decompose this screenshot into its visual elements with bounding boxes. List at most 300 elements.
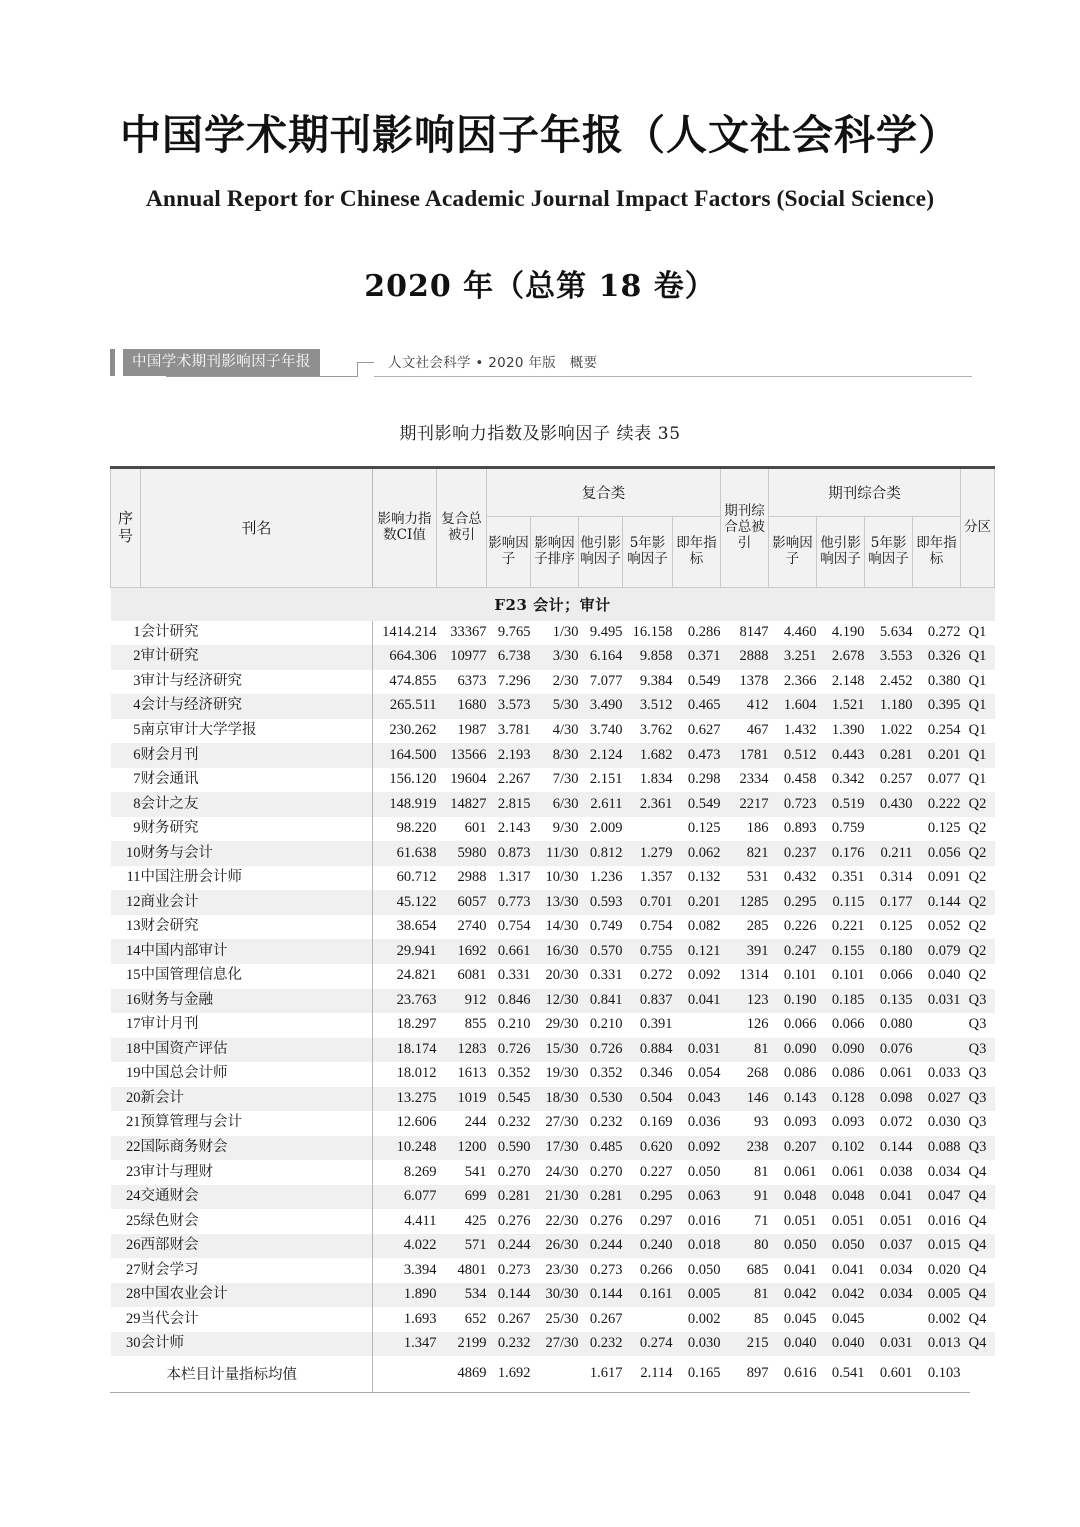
cell-cif: 0.210 (497, 1016, 531, 1033)
cell-q: Q2 (968, 820, 987, 837)
cell-q: Q1 (968, 721, 987, 738)
cell-name: 会计研究 (141, 621, 373, 646)
header-j-other-cite-if: 他引影响因子 (817, 516, 865, 587)
cell-jimm: 0.016 (927, 1212, 961, 1229)
cell-crank: 12/30 (531, 989, 579, 1014)
cell-coif: 0.232 (589, 1114, 623, 1131)
cell-joif: 0.519 (817, 792, 865, 817)
cell-jimm: 0.201 (913, 743, 961, 768)
cell-j5y: 0.314 (879, 869, 913, 886)
cell-cimm: 0.054 (687, 1065, 721, 1082)
cell-ci: 10.248 (373, 1136, 437, 1161)
cell-cif: 0.726 (487, 1038, 531, 1063)
cell-jimm: 0.254 (927, 721, 961, 738)
cell-idx: 19 (126, 1065, 141, 1082)
cell-crank: 23/30 (545, 1261, 579, 1278)
cell-cif: 2.193 (487, 743, 531, 768)
cell-ctc: 2988 (457, 869, 487, 886)
cell-jif: 0.050 (769, 1234, 817, 1259)
cell-ctc: 425 (464, 1212, 487, 1229)
cell-name: 审计研究 (141, 645, 373, 670)
cell-name: 审计与理财 (141, 1160, 373, 1185)
cell-jtc: 71 (754, 1212, 769, 1229)
cell-c5y: 0.755 (623, 939, 673, 964)
cell-crank: 14/30 (545, 918, 579, 935)
cell-jimm: 0.125 (927, 820, 961, 837)
cell-idx: 26 (111, 1234, 141, 1259)
cell-joif: 0.048 (817, 1185, 865, 1210)
cell-coif: 7.077 (589, 672, 623, 689)
cell-ci: 265.511 (373, 694, 437, 719)
cell-jtc: 1285 (721, 890, 769, 915)
cell-jtc: 80 (721, 1234, 769, 1259)
cell-ctc: 33367 (450, 623, 487, 640)
cell-q: Q4 (968, 1212, 987, 1229)
running-header-tag: 中国学术期刊影响因子年报 (123, 349, 320, 376)
cell-jtc: 391 (721, 939, 769, 964)
table-row (111, 768, 995, 793)
cell-ctc: 5980 (437, 841, 487, 866)
cell-joif: 0.155 (817, 939, 865, 964)
table-row (111, 890, 995, 915)
cell-jimm: 0.015 (913, 1234, 961, 1259)
cell-idx: 15 (126, 967, 141, 984)
cell-name: 财务与金融 (141, 989, 373, 1014)
table-row (111, 743, 995, 768)
cell-jtc: 412 (721, 694, 769, 719)
cell-idx: 4 (111, 694, 141, 719)
table-row (111, 670, 995, 695)
cell-joif: 0.128 (817, 1087, 865, 1112)
running-header-text: 人文社会科学 • 2020 年版 概要 (388, 354, 598, 371)
summary-cell-jtc: 897 (746, 1365, 769, 1382)
cell-c5y (623, 1307, 673, 1332)
cell-crank: 21/30 (531, 1185, 579, 1210)
cell-cimm: 0.031 (673, 1038, 721, 1063)
table-row (111, 1062, 995, 1087)
cell-crank: 8/30 (531, 743, 579, 768)
cell-jif: 0.040 (769, 1332, 817, 1357)
cell-crank: 18/30 (531, 1087, 579, 1112)
cell-cimm: 0.050 (687, 1163, 721, 1180)
cell-ctc: 601 (464, 820, 487, 837)
cell-idx: 6 (111, 743, 141, 768)
cell-name: 国际商务财会 (141, 1136, 373, 1161)
cell-ci: 24.821 (396, 967, 437, 984)
cell-coif: 0.281 (579, 1185, 623, 1210)
cell-ctc: 699 (437, 1185, 487, 1210)
cell-ci: 164.500 (373, 743, 437, 768)
cell-jif: 0.045 (783, 1310, 817, 1327)
cell-q: Q4 (961, 1332, 995, 1357)
cell-cif: 1.317 (497, 869, 531, 886)
cell-name: 西部财会 (141, 1234, 373, 1259)
cell-j5y: 0.034 (879, 1261, 913, 1278)
cell-cimm: 0.121 (673, 939, 721, 964)
cell-ci: 6.077 (373, 1185, 437, 1210)
cell-jif: 0.061 (783, 1163, 817, 1180)
cell-idx: 20 (111, 1087, 141, 1112)
cell-q: Q1 (968, 771, 987, 788)
cell-cimm: 0.473 (673, 743, 721, 768)
summary-cell-jimm: 0.103 (927, 1365, 961, 1382)
cell-cif: 3.573 (487, 694, 531, 719)
cell-ctc: 912 (437, 989, 487, 1014)
cell-joif: 0.086 (831, 1065, 865, 1082)
cell-c5y: 0.754 (639, 918, 673, 935)
cell-crank: 13/30 (531, 890, 579, 915)
cell-c5y: 0.272 (639, 967, 673, 984)
cell-name: 财务与会计 (141, 841, 373, 866)
cell-joif: 0.040 (817, 1332, 865, 1357)
summary-cell-j5y: 0.601 (879, 1365, 913, 1382)
category-band-row (111, 587, 995, 621)
cell-idx: 28 (111, 1283, 141, 1308)
cell-c5y: 3.512 (623, 694, 673, 719)
summary-cell-q (961, 1356, 995, 1392)
header-j-five-year-if: 5年影响因子 (865, 516, 913, 587)
cell-c5y: 9.384 (639, 672, 673, 689)
cell-c5y: 3.762 (639, 721, 673, 738)
cell-jimm: 0.033 (927, 1065, 961, 1082)
cell-name: 审计与经济研究 (141, 670, 373, 695)
cell-joif: 0.759 (831, 820, 865, 837)
cell-crank: 11/30 (531, 841, 579, 866)
cell-q: Q3 (968, 1114, 987, 1131)
cell-name: 中国资产评估 (141, 1038, 373, 1063)
cover-block (110, 0, 970, 305)
cell-ci: 18.297 (396, 1016, 437, 1033)
cell-q: Q2 (968, 967, 987, 984)
cell-c5y: 0.227 (639, 1163, 673, 1180)
cell-jimm: 0.144 (913, 890, 961, 915)
cell-q: Q4 (968, 1163, 987, 1180)
cell-q: Q2 (961, 890, 995, 915)
cell-ci: 38.654 (396, 918, 437, 935)
cell-jif: 0.093 (783, 1114, 817, 1131)
cell-idx: 24 (111, 1185, 141, 1210)
cell-q: Q4 (961, 1185, 995, 1210)
cell-joif: 0.061 (831, 1163, 865, 1180)
cell-jimm: 0.088 (913, 1136, 961, 1161)
cell-joif: 0.045 (831, 1310, 865, 1327)
cell-cif: 2.143 (497, 820, 531, 837)
cell-jtc: 93 (754, 1114, 769, 1131)
summary-cell-ci (373, 1356, 437, 1392)
cell-j5y: 0.180 (865, 939, 913, 964)
cell-name: 当代会计 (141, 1307, 373, 1332)
cell-cimm: 0.549 (687, 672, 721, 689)
cell-joif: 4.190 (831, 623, 865, 640)
cell-c5y: 1.279 (623, 841, 673, 866)
summary-cell-jif: 0.616 (783, 1365, 817, 1382)
summary-cell-name: 本栏目计量指标均值 (141, 1356, 373, 1392)
cell-ci: 18.012 (396, 1065, 437, 1082)
cell-joif: 2.678 (817, 645, 865, 670)
cell-cif: 0.873 (487, 841, 531, 866)
cell-joif: 0.351 (831, 869, 865, 886)
cell-cimm: 0.050 (687, 1261, 721, 1278)
cell-crank: 27/30 (531, 1332, 579, 1357)
cell-cif: 0.754 (497, 918, 531, 935)
cell-crank: 7/30 (552, 771, 579, 788)
cell-j5y: 0.135 (865, 989, 913, 1014)
cell-ci: 8.269 (403, 1163, 437, 1180)
cell-coif: 0.841 (579, 989, 623, 1014)
cell-name: 中国注册会计师 (141, 866, 373, 891)
cell-idx: 11 (126, 869, 141, 886)
cell-idx: 12 (111, 890, 141, 915)
cell-ci: 1414.214 (382, 623, 437, 640)
cell-jimm: 0.047 (913, 1185, 961, 1210)
cell-ctc: 1019 (437, 1087, 487, 1112)
cell-coif: 0.726 (579, 1038, 623, 1063)
cell-q: Q1 (968, 672, 987, 689)
cell-jimm: 0.027 (913, 1087, 961, 1112)
cell-idx: 18 (111, 1038, 141, 1063)
cell-cimm: 0.036 (687, 1114, 721, 1131)
cell-ci: 148.919 (373, 792, 437, 817)
cell-idx: 21 (126, 1114, 141, 1131)
table-row (111, 1185, 995, 1210)
cell-cimm: 0.201 (673, 890, 721, 915)
cell-c5y: 1.682 (623, 743, 673, 768)
cell-ci: 1.347 (373, 1332, 437, 1357)
cell-name: 中国管理信息化 (141, 964, 373, 989)
header-impact-factor-rank: 影响因子排序 (531, 516, 579, 587)
cell-q: Q3 (961, 1038, 995, 1063)
cell-idx: 16 (111, 989, 141, 1014)
cell-jimm: 0.380 (927, 672, 961, 689)
cell-cimm: 0.063 (673, 1185, 721, 1210)
cell-j5y: 0.177 (865, 890, 913, 915)
summary-cell-ctc: 4869 (457, 1365, 487, 1382)
summary-cell-cif: 1.692 (497, 1365, 531, 1382)
cell-j5y: 3.553 (865, 645, 913, 670)
cell-cimm: 0.125 (687, 820, 721, 837)
cell-coif: 0.144 (579, 1283, 623, 1308)
cell-j5y: 0.076 (865, 1038, 913, 1063)
cell-jtc: 2888 (721, 645, 769, 670)
cell-ci: 98.220 (396, 820, 437, 837)
cell-cimm: 0.549 (673, 792, 721, 817)
cell-ctc: 4801 (457, 1261, 487, 1278)
cell-jimm: 0.030 (927, 1114, 961, 1131)
cell-ctc: 19604 (450, 771, 487, 788)
cell-q: Q2 (968, 918, 987, 935)
cell-coif: 0.352 (589, 1065, 623, 1082)
cell-jimm: 0.034 (927, 1163, 961, 1180)
cell-coif: 0.244 (579, 1234, 623, 1259)
cell-cimm: 0.298 (687, 771, 721, 788)
cell-name: 绿色财会 (141, 1209, 373, 1234)
cell-j5y: 0.037 (865, 1234, 913, 1259)
cell-q: Q2 (961, 792, 995, 817)
cell-cif: 0.273 (497, 1261, 531, 1278)
cell-j5y: 0.144 (865, 1136, 913, 1161)
cell-name: 中国总会计师 (141, 1062, 373, 1087)
cell-jimm: 0.002 (927, 1310, 961, 1327)
volume-line: 2020 年（总第 18 卷） (364, 268, 716, 304)
cell-q: Q4 (961, 1283, 995, 1308)
cell-crank: 22/30 (545, 1212, 579, 1229)
cell-cif: 0.846 (487, 989, 531, 1014)
cell-joif: 0.102 (817, 1136, 865, 1161)
cell-ctc: 571 (437, 1234, 487, 1259)
cell-jimm: 0.222 (913, 792, 961, 817)
cell-name: 商业会计 (141, 890, 373, 915)
cell-jimm: 0.052 (927, 918, 961, 935)
cell-coif: 9.495 (589, 623, 623, 640)
cell-name: 审计月刊 (141, 1013, 373, 1038)
cell-coif: 0.210 (589, 1016, 623, 1033)
cell-ci: 61.638 (373, 841, 437, 866)
cell-c5y: 0.295 (623, 1185, 673, 1210)
cell-jimm: 0.020 (927, 1261, 961, 1278)
cell-cimm: 0.043 (673, 1087, 721, 1112)
table-row (111, 1013, 995, 1038)
cell-jtc: 238 (721, 1136, 769, 1161)
cell-crank: 27/30 (545, 1114, 579, 1131)
cell-j5y: 0.038 (879, 1163, 913, 1180)
cell-crank: 15/30 (531, 1038, 579, 1063)
table-row (111, 792, 995, 817)
cell-c5y: 0.884 (623, 1038, 673, 1063)
cell-cimm: 0.005 (673, 1283, 721, 1308)
cell-cimm: 0.018 (673, 1234, 721, 1259)
table-row (111, 1111, 995, 1136)
cell-crank: 20/30 (545, 967, 579, 984)
cell-coif: 2.151 (589, 771, 623, 788)
cell-jtc: 285 (746, 918, 769, 935)
cell-jif: 0.295 (769, 890, 817, 915)
page-title-english: Annual Report for Chinese Academic Journal Impact Factors (Social Science) (145, 185, 935, 212)
cell-crank: 24/30 (545, 1163, 579, 1180)
cell-cimm: 0.092 (687, 967, 721, 984)
table-row (111, 1160, 995, 1185)
cell-cif: 0.276 (497, 1212, 531, 1229)
cell-j5y: 5.634 (879, 623, 913, 640)
cell-jtc: 91 (721, 1185, 769, 1210)
cell-coif: 0.276 (589, 1212, 623, 1229)
cell-cimm: 0.286 (687, 623, 721, 640)
cell-jif: 0.051 (783, 1212, 817, 1229)
cell-coif: 0.570 (579, 939, 623, 964)
cell-jif: 0.226 (783, 918, 817, 935)
cell-name: 会计与经济研究 (141, 694, 373, 719)
cell-jimm: 0.077 (927, 771, 961, 788)
cell-coif: 3.740 (589, 721, 623, 738)
cell-ci: 29.941 (373, 939, 437, 964)
cell-coif: 0.267 (589, 1310, 623, 1327)
cell-name: 财会学习 (141, 1258, 373, 1283)
cell-coif: 0.270 (589, 1163, 623, 1180)
cell-ci: 1.890 (373, 1283, 437, 1308)
cell-jtc: 531 (746, 869, 769, 886)
cell-cimm: 0.371 (673, 645, 721, 670)
cell-jif: 0.458 (783, 771, 817, 788)
cell-cimm: 0.465 (673, 694, 721, 719)
cell-jif: 0.101 (783, 967, 817, 984)
header-other-cite-if: 他引影响因子 (579, 516, 623, 587)
cell-crank: 1/30 (552, 623, 579, 640)
table-caption: 期刊影响力指数及影响因子 续表 35 (399, 423, 681, 444)
table-row (111, 1234, 995, 1259)
cell-ctc: 2199 (437, 1332, 487, 1357)
cell-jif: 3.251 (769, 645, 817, 670)
table-row (111, 841, 995, 866)
cell-jif: 0.893 (783, 820, 817, 837)
cell-idx: 29 (126, 1310, 141, 1327)
cell-joif: 0.342 (831, 771, 865, 788)
cell-idx: 10 (111, 841, 141, 866)
cell-name: 财会通讯 (141, 768, 373, 793)
table-row (111, 694, 995, 719)
table-row (111, 1038, 995, 1063)
cell-jtc: 85 (754, 1310, 769, 1327)
cell-ctc: 13566 (437, 743, 487, 768)
cell-crank: 3/30 (531, 645, 579, 670)
cell-jif: 0.190 (769, 989, 817, 1014)
cell-ctc: 6373 (457, 672, 487, 689)
cell-crank: 26/30 (531, 1234, 579, 1259)
cell-q: Q3 (968, 1065, 987, 1082)
header-j-impact-factor: 影响因子 (769, 516, 817, 587)
cell-ctc: 855 (464, 1016, 487, 1033)
cell-jtc: 467 (746, 721, 769, 738)
cell-cif: 0.331 (497, 967, 531, 984)
cell-joif: 0.093 (831, 1114, 865, 1131)
cell-jtc: 126 (746, 1016, 769, 1033)
cell-name: 中国内部审计 (141, 939, 373, 964)
cell-coif: 6.164 (579, 645, 623, 670)
cell-jimm: 0.326 (913, 645, 961, 670)
cell-cif: 9.765 (497, 623, 531, 640)
cell-q: Q1 (961, 743, 995, 768)
cell-coif: 0.232 (579, 1332, 623, 1357)
cell-jimm (913, 1013, 961, 1038)
cell-cimm: 0.016 (687, 1212, 721, 1229)
running-header-rule (374, 376, 972, 377)
cell-jimm: 0.091 (927, 869, 961, 886)
cell-jtc: 8147 (739, 623, 769, 640)
cell-jtc: 123 (721, 989, 769, 1014)
cell-jtc: 81 (721, 1283, 769, 1308)
cell-jtc: 146 (721, 1087, 769, 1112)
cell-c5y: 0.391 (639, 1016, 673, 1033)
cell-ci: 18.174 (373, 1038, 437, 1063)
cell-crank: 9/30 (552, 820, 579, 837)
cell-c5y: 0.274 (623, 1332, 673, 1357)
table-row (111, 1136, 995, 1161)
cell-cif: 0.773 (487, 890, 531, 915)
cell-c5y: 0.240 (623, 1234, 673, 1259)
cell-c5y: 0.169 (639, 1114, 673, 1131)
cell-q: Q1 (961, 645, 995, 670)
cell-jimm: 0.005 (913, 1283, 961, 1308)
cell-cimm: 0.132 (687, 869, 721, 886)
table-row (111, 1209, 995, 1234)
cell-crank: 19/30 (545, 1065, 579, 1082)
cell-q: Q1 (961, 694, 995, 719)
accent-bar (110, 349, 115, 376)
cell-j5y: 0.061 (879, 1065, 913, 1082)
cell-crank: 29/30 (545, 1016, 579, 1033)
table-row (111, 866, 995, 891)
cell-ctc: 1200 (437, 1136, 487, 1161)
cell-ctc: 652 (464, 1310, 487, 1327)
cell-cif: 0.270 (497, 1163, 531, 1180)
